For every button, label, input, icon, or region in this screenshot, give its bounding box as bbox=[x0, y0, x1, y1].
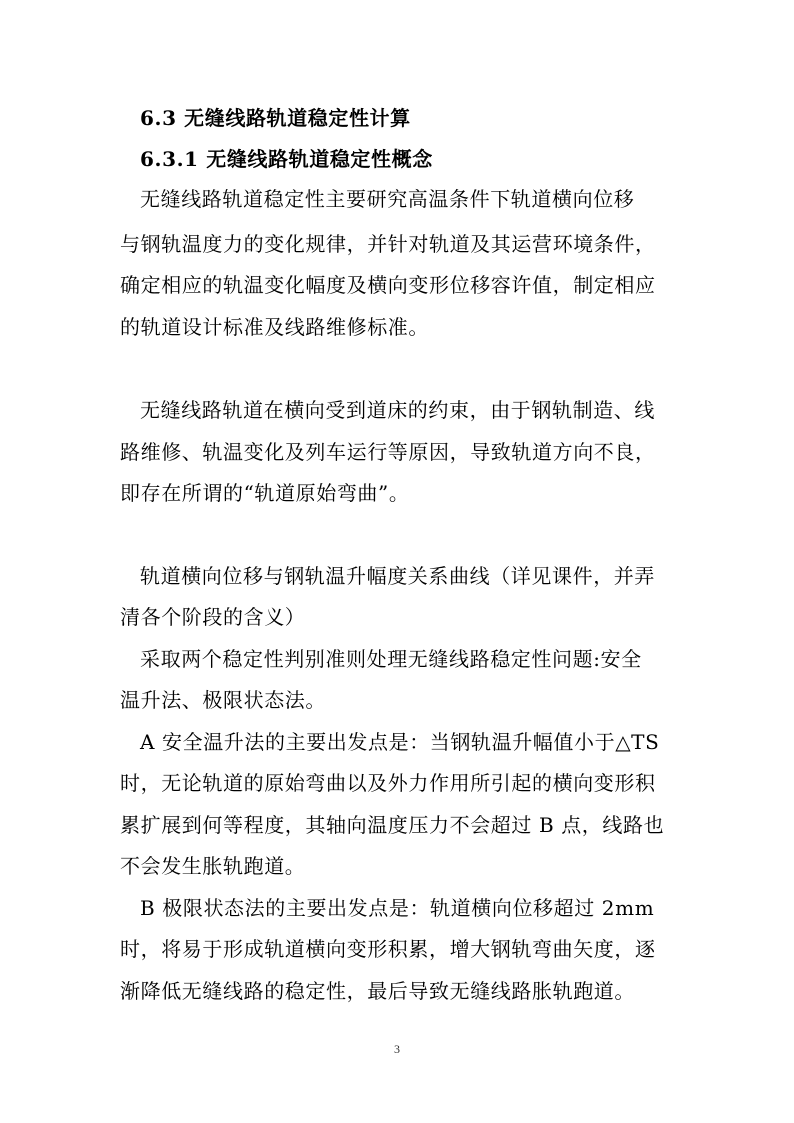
page-number: 3 bbox=[394, 1042, 400, 1056]
paragraph-line: 无缝线路轨道稳定性主要研究高温条件下轨道横向位移 bbox=[140, 187, 635, 211]
paragraph-line: 即存在所谓的“轨道原始弯曲”。 bbox=[120, 481, 410, 505]
paragraph-line: 无缝线路轨道在横向受到道床的约束，由于钢轨制造、线 bbox=[140, 398, 655, 422]
paragraph-line: A 安全温升法的主要出发点是：当钢轨温升幅值小于△TS bbox=[140, 730, 660, 754]
paragraph-line: 确定相应的轨温变化幅度及横向变形位移容许值，制定相应 bbox=[120, 273, 656, 297]
paragraph-line: B 极限状态法的主要出发点是：轨道横向位移超过 2mm bbox=[140, 896, 655, 920]
paragraph-line: 温升法、极限状态法。 bbox=[120, 688, 326, 712]
paragraph-line: 清各个阶段的含义） bbox=[120, 605, 306, 629]
paragraph-line: 累扩展到何等程度，其轴向温度压力不会超过 B 点，线路也 bbox=[120, 813, 665, 837]
section-heading: 6.3 无缝线路轨道稳定性计算 bbox=[140, 106, 411, 130]
paragraph-line: 采取两个稳定性判别准则处理无缝线路稳定性问题:安全 bbox=[140, 647, 642, 671]
paragraph-line: 渐降低无缝线路的稳定性，最后导致无缝线路胀轨跑道。 bbox=[120, 979, 635, 1003]
paragraph-line: 轨道横向位移与钢轨温升幅度关系曲线（详见课件，并弄 bbox=[140, 564, 655, 588]
paragraph-line: 时，将易于形成轨道横向变形积累，增大钢轨弯曲矢度，逐 bbox=[120, 937, 656, 961]
paragraph-line: 与钢轨温度力的变化规律，并针对轨道及其运营环境条件， bbox=[120, 232, 656, 256]
paragraph-line: 时，无论轨道的原始弯曲以及外力作用所引起的横向变形积 bbox=[120, 771, 656, 795]
paragraph-line: 的轨道设计标准及线路维修标准。 bbox=[120, 315, 429, 339]
subsection-heading: 6.3.1 无缝线路轨道稳定性概念 bbox=[140, 147, 433, 171]
paragraph-line: 路维修、轨温变化及列车运行等原因，导致轨道方向不良， bbox=[120, 440, 656, 464]
paragraph-line: 不会发生胀轨跑道。 bbox=[120, 854, 306, 878]
